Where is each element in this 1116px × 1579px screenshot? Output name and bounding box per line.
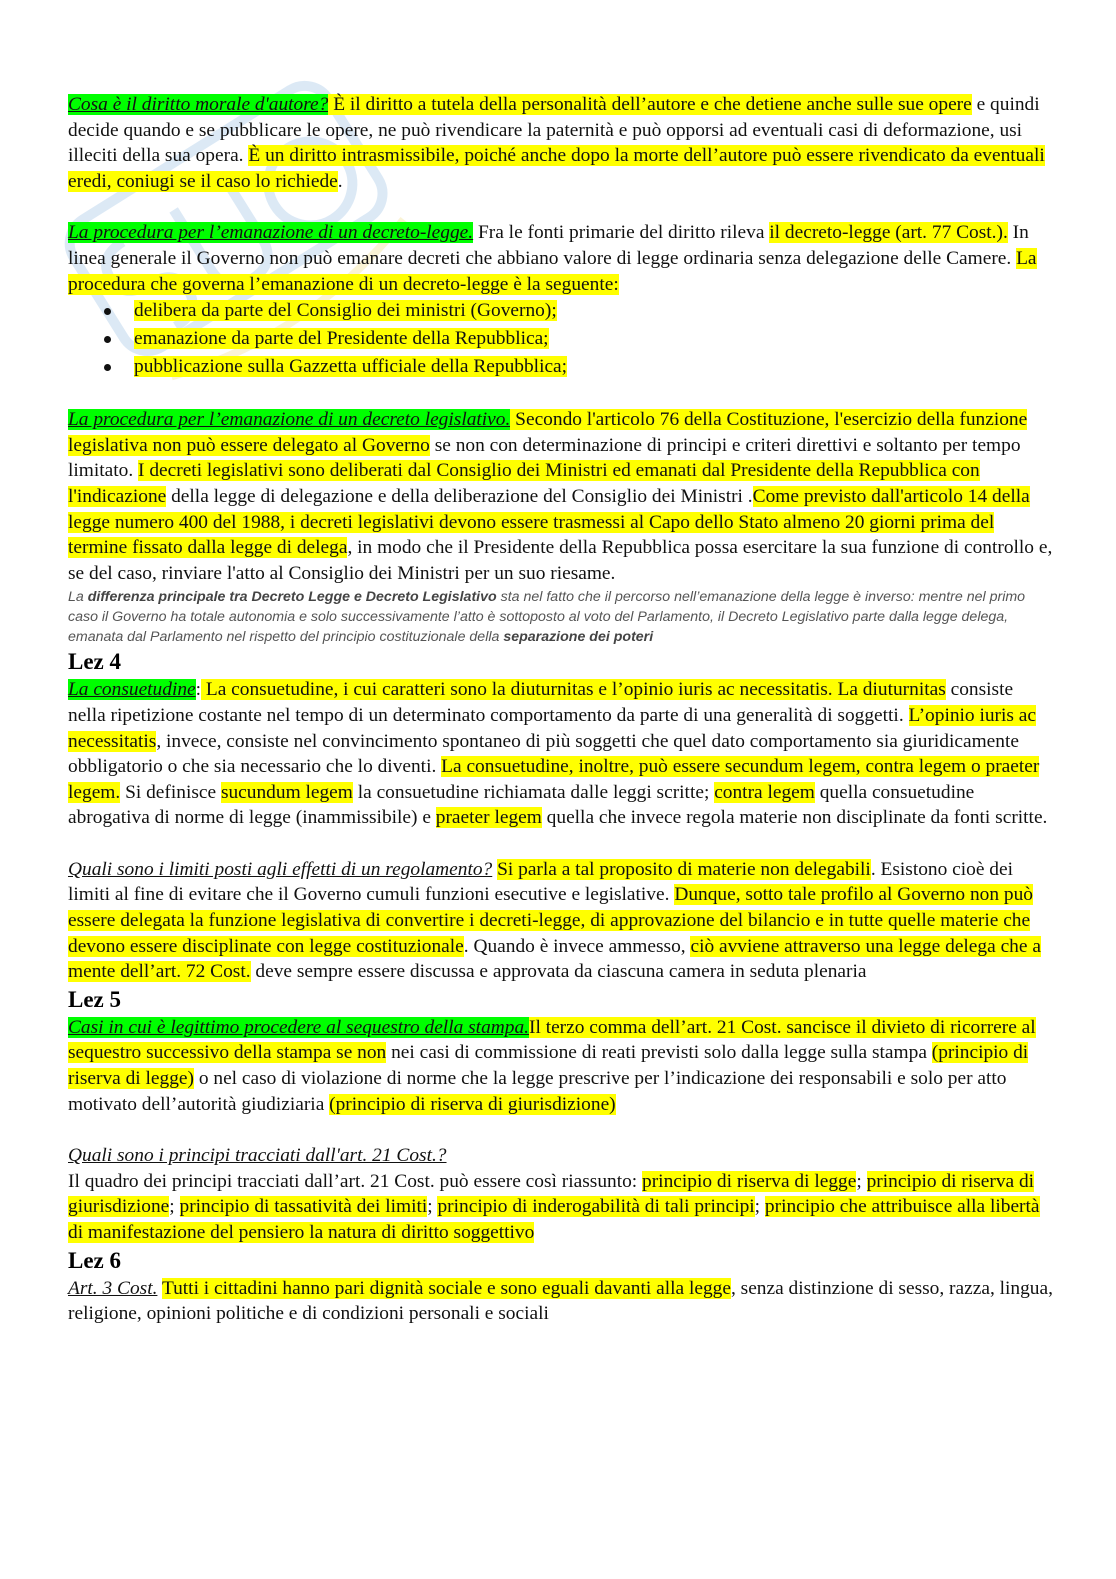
section-heading-lez5: Lez 5 (68, 986, 122, 1012)
highlight: Si parla a tal proposito di materie non delegabili (497, 858, 871, 880)
list-item: delibera da parte del Consiglio dei ministri (Governo); (68, 297, 1053, 325)
highlight: Il terzo comma dell’art. 21 Cost. sancisce il divieto di ricorrere al sequestro successivo della stampa se non (68, 1016, 1036, 1064)
list-item: emanazione da parte del Presidente della Repubblica; (68, 325, 1053, 353)
highlight: La consuetudine, i cui caratteri sono la diuturnitas e l’opinio iuris ac necessitatis. La diuturnitas (201, 679, 946, 701)
question-heading: La consuetudine (68, 679, 196, 701)
highlight: La procedura che governa l’emanazione di un decreto-legge è la seguente: (68, 247, 1037, 295)
paragraph-decreto-legislativo (68, 407, 1053, 586)
highlight: È un diritto intrasmissibile, poiché anche dopo la morte dell’autore può essere rivendicato da eventuali eredi, coniugi se il caso lo richiede (68, 145, 1045, 192)
question-heading: Quali sono i limiti posti agli effetti di un regolamento? (68, 858, 493, 880)
highlight: sucundum legem (220, 781, 353, 803)
text: . (337, 170, 343, 192)
highlight: praeter legem (435, 807, 542, 829)
highlight: principio di tassatività dei limiti (179, 1196, 428, 1218)
highlight: principio di inderogabilità di tali principi (437, 1196, 755, 1218)
highlight: contra legem (714, 781, 815, 803)
highlight: principio di riserva di giurisdizione (68, 1170, 1035, 1218)
highlight: il decreto-legge (art. 77 Cost.). (769, 222, 1008, 244)
highlight: principio che attribuisce alla libertà di manifestazione del pensiero la natura di diritto soggettivo (68, 1196, 1040, 1243)
question-heading: Quali sono i principi tracciati dall'art. 21 Cost.? (68, 1145, 447, 1167)
text: se non con determinazione di principi e criteri direttivi e soltanto per tempo limitato. (68, 434, 1021, 482)
note-differenza: La differenza principale tra Decreto Legge e Decreto Legislativo sta nel fatto che il percorso nell’emanazione della legge è inverso: mentre nel primo caso il Governo ha totale autonomia e solo successivamente l’atto è sottoposto al voto del Parlamento, il Decreto Legislativo parte dalla legge delega, emanata dal Parlamento nel rispetto del principio costituzionale della separazione dei poteri (68, 589, 1026, 646)
text: e quindi decide quando e se pubblicare le opere, ne può rivendicare la paternità e può opporsi ad eventuali casi di deformazione, usi illeciti della sua opera. (68, 94, 1040, 167)
paragraph-decreto-legge (68, 220, 1053, 297)
question-heading: La procedura per l’emanazione di un decreto legislativo. (68, 409, 511, 431)
question-heading: Cosa è il diritto morale d'autore? (68, 94, 329, 115)
highlight: principio di riserva di legge (642, 1170, 857, 1192)
highlight: (principio di riserva di legge) (68, 1042, 1029, 1090)
paragraph-limiti-regolamento: Quali sono i limiti posti agli effetti di un regolamento? Si parla a tal proposito di materie non delegabili. Esistono cioè dei limiti al fine di evitare che il Governo cumuli funzioni esecutive e legislative. Dunque, sotto tale profilo al Governo non può essere delegata la funzione legislativa di convertire i decreti-legge, di approvazione del bilancio e in tutte quelle materie che devono essere disciplinate con legge costituzionale. Quando è invece ammesso, ciò avviene attraverso una legge delega che a mente dell’art. 72 Cost. deve sempre essere discussa e approvata da ciascuna camera in seduta plenaria (68, 858, 1041, 983)
highlight: È il diritto a tutela della personalità dell’autore e che detiene anche sulle sue opere (328, 94, 972, 115)
highlight: ciò avviene attraverso una legge delega che a mente dell’art. 72 Cost. (68, 935, 1041, 983)
paragraph-principi-art21: Quali sono i principi tracciati dall'art. 21 Cost.? Il quadro dei principi tracciati dall’art. 21 Cost. può essere così riassunto: principio di riserva di legge; principio di riserva di giurisdizione; principio di tassatività dei limiti; principio di inderogabilità di tali principi; principio che attribuisce alla libertà di manifestazione del pensiero la natura di diritto soggettivo (68, 1145, 1040, 1243)
paragraph-art3: Art. 3 Cost. Tutti i cittadini hanno pari dignità sociale e sono eguali davanti alla legge, senza distinzione di sesso, razza, lingua, religione, opinioni politiche e di condizioni personali e sociali (68, 1277, 1053, 1325)
highlight: Come previsto dall'articolo 14 della legge numero 400 del 1988, i decreti legislativi devono essere trasmessi al Capo dello Stato almeno 20 giorni prima del termine fissato dalla legge di delega (68, 485, 1030, 559)
text: , in modo che il Presidente della Repubblica possa esercitare la sua funzione di controllo e, se del caso, rinviare l'atto al Consiglio dei Ministri per un suo riesame. (68, 537, 1053, 584)
question-heading: La procedura per l’emanazione di un decreto-legge. (68, 222, 474, 244)
paragraph-consuetudine: La consuetudine: La consuetudine, i cui caratteri sono la diuturnitas e l’opinio iuris ac necessitatis. La diuturnitas consiste nella ripetizione costante nel tempo di un determinato comportamento da parte di una generalità di soggetti. L’opinio iuris ac necessitatis, invece, consiste nel convincimento spontaneo di più soggetti che quel dato comportamento sia giuridicamente obbligatorio o che sia necessario che lo diventi. La consuetudine, inoltre, può essere secundum legem, contra legem o praeter legem. Si definisce sucundum legem la consuetudine richiamata dalle leggi scritte; contra legem quella consuetudine abrogativa di norme di legge (inammissibile) e praeter legem quella che invece regola materie non disciplinate da fonti scritte. (68, 679, 1048, 829)
question-heading: Casi in cui è legittimo procedere al sequestro della stampa. (68, 1016, 529, 1038)
highlight: L’opinio iuris ac necessitatis (68, 704, 1036, 752)
question-heading: Art. 3 Cost. (68, 1277, 158, 1299)
section-heading-lez4: Lez 4 (68, 649, 122, 675)
highlight: I decreti legislativi sono deliberati dal Consiglio dei Ministri ed emanati dal Presidente della Repubblica con l'indicazione (68, 460, 980, 507)
text: della legge di delegazione e della deliberazione del Consiglio dei Ministri . (166, 485, 753, 507)
text: Fra le fonti primarie del diritto rileva (473, 222, 770, 244)
bullet-list (68, 297, 1053, 381)
highlight: (principio di riserva di giurisdizione) (329, 1093, 616, 1115)
section-heading-lez6: Lez 6 (68, 1247, 122, 1273)
document-body (68, 92, 1053, 1327)
text: In linea generale il Governo non può emanare decreti che abbiano valore di legge ordinaria senza delegazione delle Camere. (68, 222, 1029, 269)
paragraph-sequestro-stampa: Casi in cui è legittimo procedere al sequestro della stampa.Il terzo comma dell’art. 21 Cost. sancisce il divieto di ricorrere al sequestro successivo della stampa se non nei casi di commissione di reati previsti solo dalla legge sulla stampa (principio di riserva di legge) o nel caso di violazione di norme che la legge prescrive per l’indicazione dei responsabili e solo per atto motivato dell’autorità giudiziaria (principio di riserva di giurisdizione) (68, 1016, 1036, 1115)
paragraph-diritto-morale (68, 92, 1053, 194)
highlight: La consuetudine, inoltre, può essere secundum legem, contra legem o praeter legem. (68, 756, 1040, 803)
highlight: Dunque, sotto tale profilo al Governo non può essere delegata la funzione legislativa di convertire i decreti-legge, di approvazione del bilancio e in tutte quelle materie che devono essere disciplinate con legge costituzionale (68, 884, 1033, 957)
list-item: pubblicazione sulla Gazzetta ufficiale della Repubblica; (68, 353, 1053, 381)
highlight: Tutti i cittadini hanno pari dignità sociale e sono eguali davanti alla legge (161, 1277, 731, 1299)
highlight: Secondo l'articolo 76 della Costituzione, l'esercizio della funzione legislativa non può essere delegato al Governo (68, 409, 1028, 456)
